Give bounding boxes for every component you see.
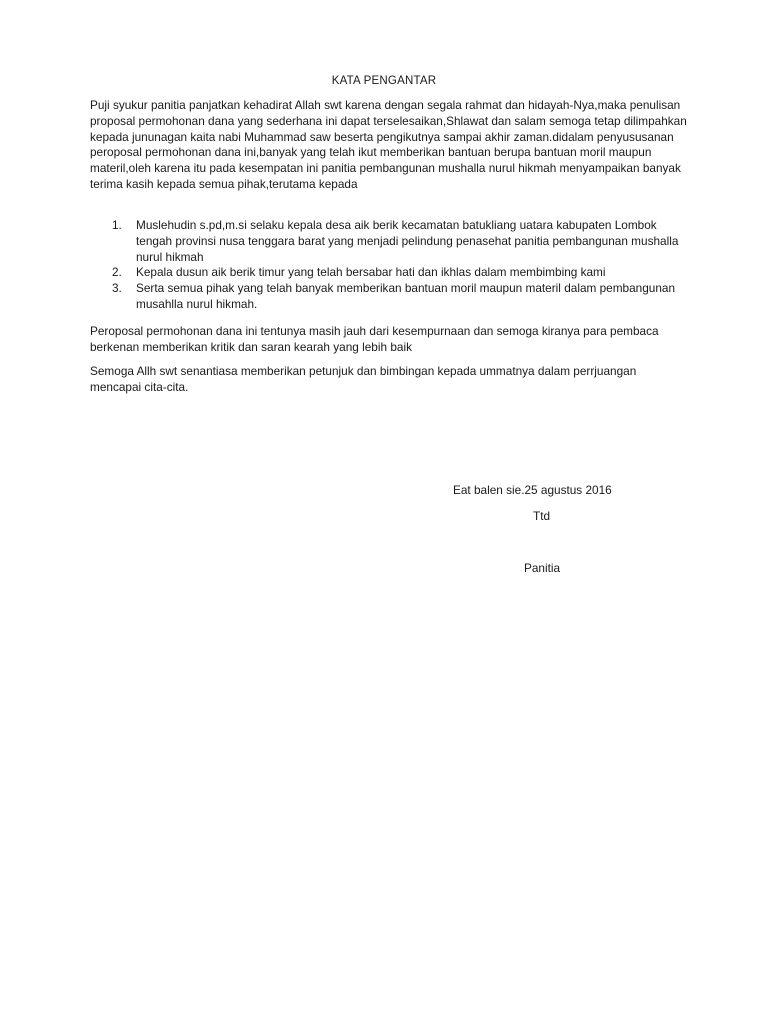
- list-item-text: Serta semua pihak yang telah banyak memberikan bantuan moril maupun materil dalam pembangunan musahlla nurul hikmah.: [136, 281, 676, 311]
- signatory-name: Panitia: [524, 561, 561, 575]
- list-item-number: 3.: [112, 281, 122, 296]
- signature-mark: Ttd: [533, 509, 551, 523]
- list-item-number: 1.: [112, 218, 122, 232]
- intro-paragraph: Puji syukur panitia panjatkan kehadirat Allah swt karena dengan segala rahmat dan hidayah-Nya,maka penulisan proposal permohonan dana yang sederhana ini dapat terselesaikan,Shlawat dan salam semoga tetap dilimpahkan kepada jununagan kaita nabi Muhammad saw beserta pengikutnya sampai akhir zaman.didalam penyususanan peroposal permohonan dana ini,banyak yang telah ikut memberikan bantuan berupa bantuan moril maupun materil,oleh karena itu pada kesempatan ini panitia pembangunan mushalla nurul hikmah menyampaikan banyak terima kasih kepada semua pihak,terutama kepada: [90, 98, 687, 191]
- prayer-paragraph: Semoga Allh swt senantiasa memberikan petunjuk dan bimbingan kepada ummatnya dalam perrjuangan mencapai cita-cita.: [90, 364, 637, 394]
- list-item-text: Muslehudin s.pd,m.si selaku kepala desa aik berik kecamatan batukliang uatara kabupaten Lombok tengah provinsi nusa tenggara barat yang menjadi pelindung penasehat panitia pembangunan mushalla nurul hikmah: [136, 218, 679, 264]
- list-item: [90, 265, 690, 281]
- list-item-text: Kepala dusun aik berik timur yang telah bersabar hati dan ikhlas dalam membimbing kami: [136, 265, 606, 280]
- page-title: KATA PENGANTAR: [331, 75, 437, 87]
- list-item-number: 2.: [112, 265, 122, 280]
- list-item: [90, 281, 690, 313]
- acknowledgement-list: [90, 218, 690, 313]
- closing-paragraph: Peroposal permohonan dana ini tentunya masih jauh dari kesempurnaan dan semoga kiranya para pembaca berkenan memberikan kritik dan saran kearah yang lebih baik: [90, 324, 659, 354]
- list-item: [90, 218, 690, 265]
- place-date: Eat balen sie.25 agustus 2016: [453, 483, 612, 497]
